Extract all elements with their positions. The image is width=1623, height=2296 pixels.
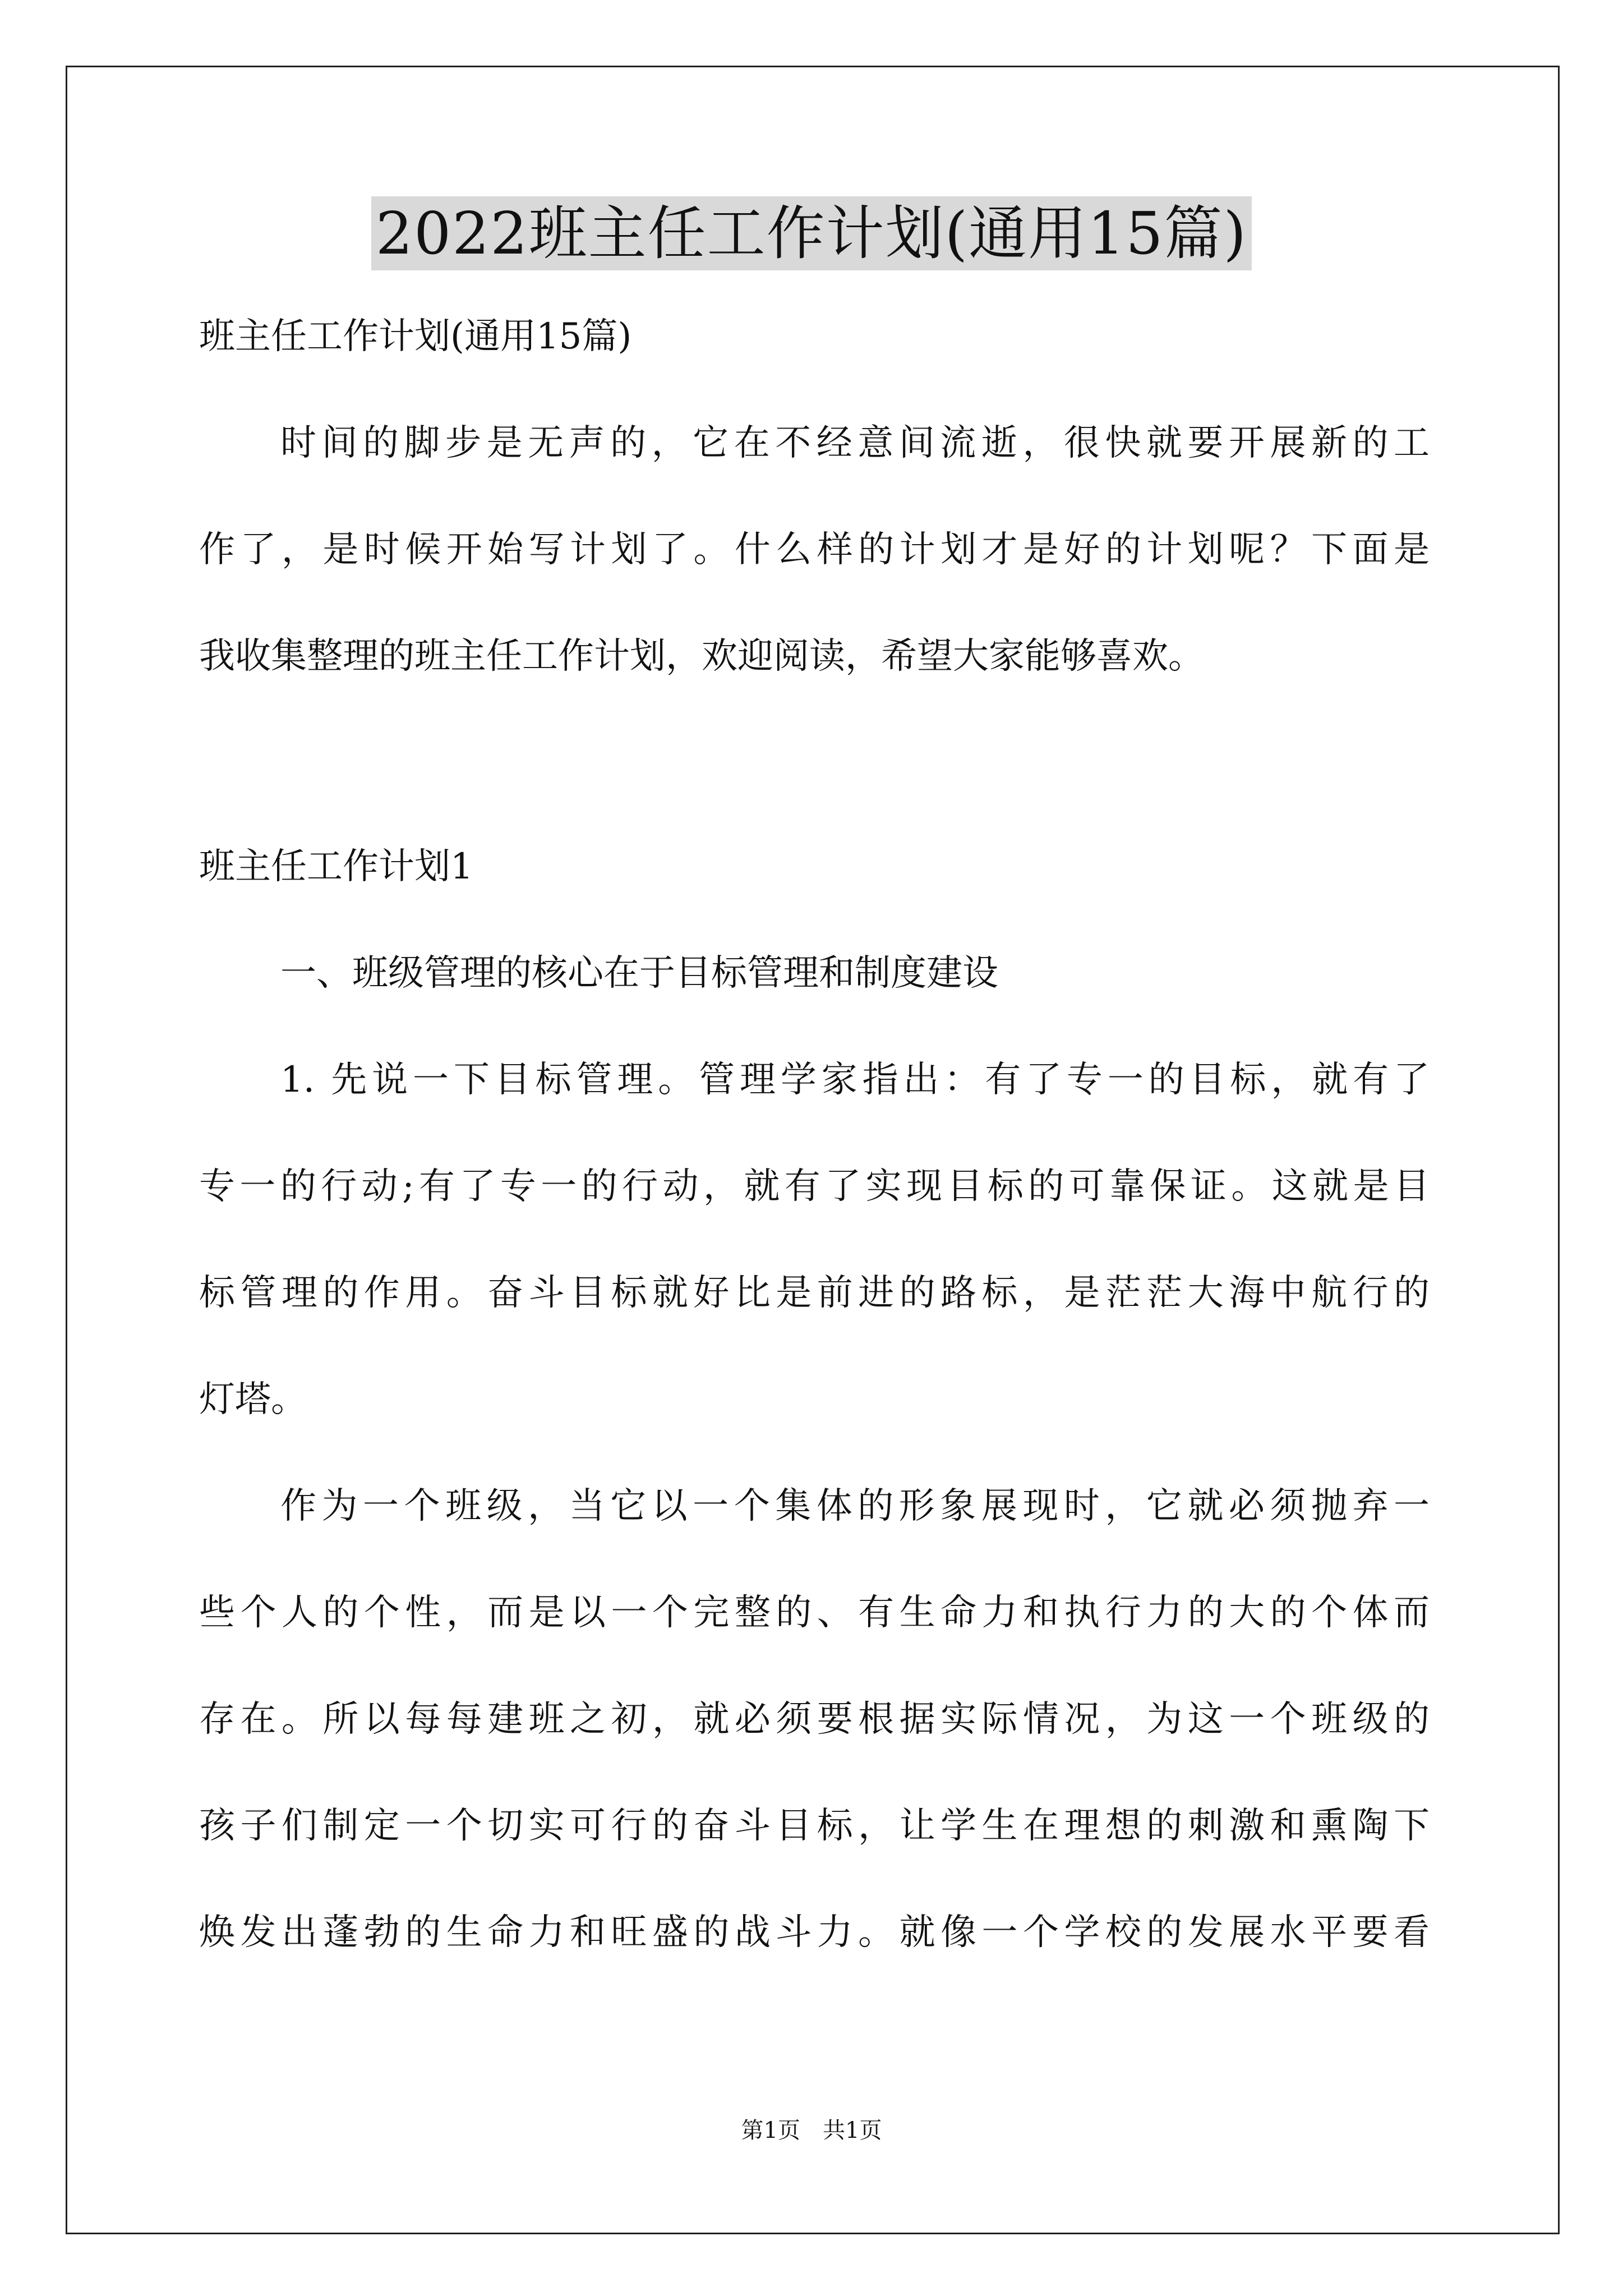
page-border	[66, 66, 1560, 2234]
title-container	[0, 196, 1623, 270]
paragraph-line: 孩子们制定一个切实可行的奋斗目标，让学生在理想的刺激和熏陶下	[199, 1805, 1430, 1847]
intro-line: 我收集整理的班主任工作计划，欢迎阅读，希望大家能够喜欢。	[199, 636, 1204, 677]
document-title: 2022班主任工作计划(通用15篇)	[371, 196, 1252, 270]
section-heading: 班主任工作计划1	[199, 846, 473, 887]
intro-line: 作了，是时候开始写计划了。什么样的计划才是好的计划呢？下面是	[199, 529, 1430, 570]
page-footer: 第1页 共1页	[741, 2118, 882, 2143]
paragraph-line: 标管理的作用。奋斗目标就好比是前进的路标，是茫茫大海中航行的	[199, 1272, 1430, 1314]
subheading: 一、班级管理的核心在于目标管理和制度建设	[280, 953, 998, 994]
paragraph-line: 灯塔。	[199, 1379, 307, 1420]
document-subtitle: 班主任工作计划(通用15篇)	[199, 316, 632, 357]
paragraph-line: 焕发出蓬勃的生命力和旺盛的战斗力。就像一个学校的发展水平要看	[199, 1912, 1430, 1953]
paragraph-line: 些个人的个性，而是以一个完整的、有生命力和执行力的大的个体而	[199, 1592, 1430, 1634]
paragraph-line: 1. 先说一下目标管理。管理学家指出：有了专一的目标，就有了	[280, 1059, 1430, 1101]
paragraph-line: 作为一个班级，当它以一个集体的形象展现时，它就必须抛弃一	[280, 1485, 1430, 1527]
paragraph-line: 专一的行动;有了专一的行动，就有了实现目标的可靠保证。这就是目	[199, 1166, 1430, 1207]
intro-line: 时间的脚步是无声的，它在不经意间流逝，很快就要开展新的工	[280, 422, 1430, 464]
paragraph-line: 存在。所以每每建班之初，就必须要根据实际情况，为这一个班级的	[199, 1699, 1430, 1740]
